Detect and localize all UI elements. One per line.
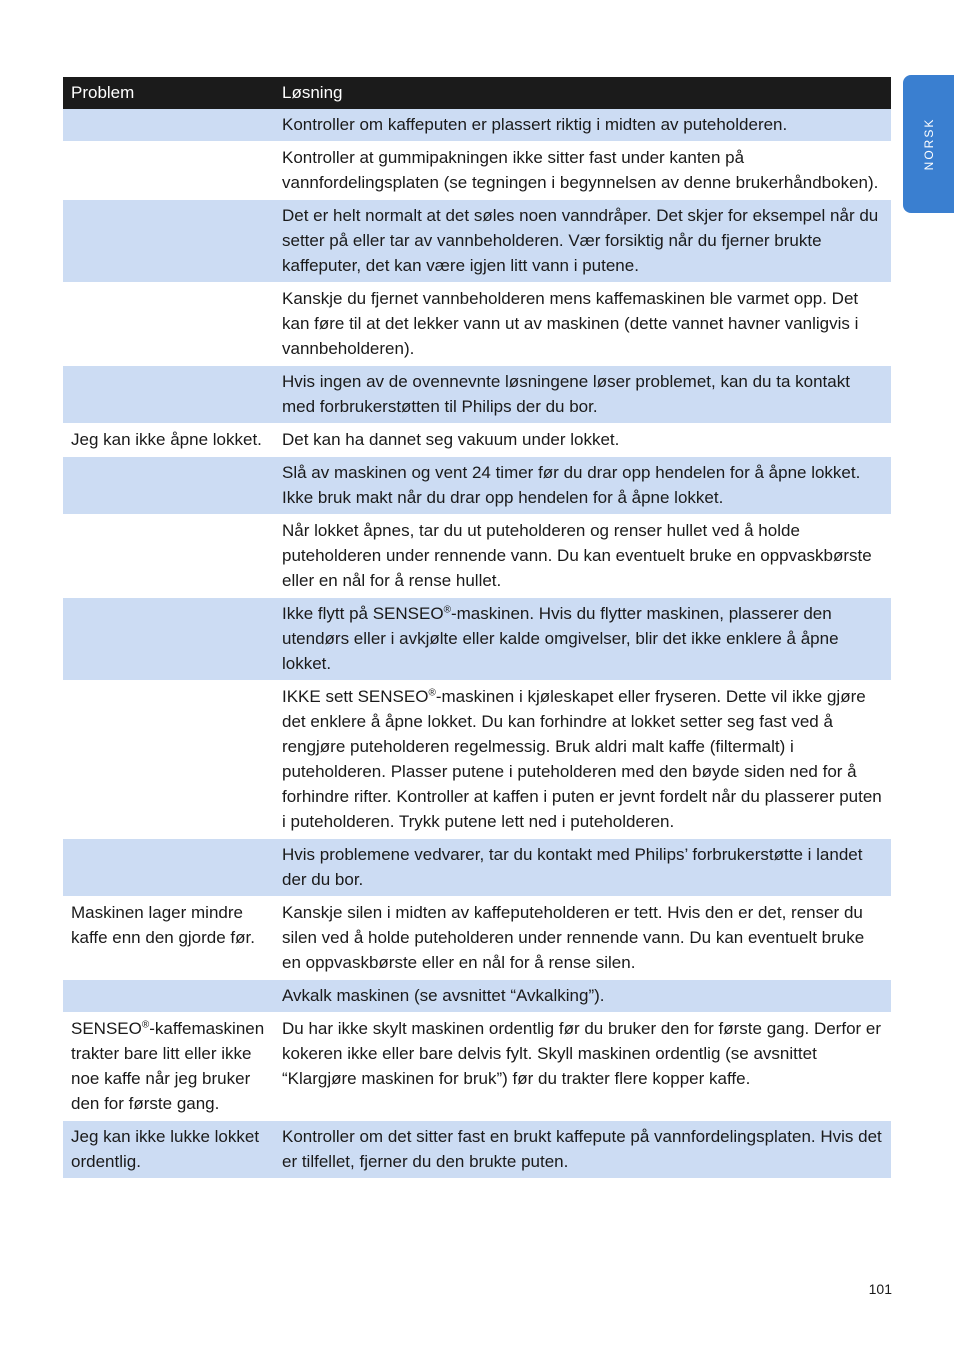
table-header-row xyxy=(63,77,891,109)
solution-cell: Kanskje silen i midten av kaffeputeholderen er tett. Hvis den er det, renser du silen ved å holde puteholderen under rennende vann. Du kan eventuelt bruke en oppvaskbørste eller en nål for å rense silen. xyxy=(274,897,891,980)
language-tab xyxy=(903,75,954,213)
problem-cell: Jeg kan ikke åpne lokket. xyxy=(63,424,274,457)
solution-cell: Avkalk maskinen (se avsnittet “Avkalking”). xyxy=(274,980,891,1013)
problem-cell: Maskinen lager mindre kaffe enn den gjorde før. xyxy=(63,897,274,980)
solution-text: -maskinen i kjøleskapet eller fryseren. Dette vil ikke gjøre det enklere å åpne lokket. Du kan forhindre at lokket setter seg fast ved å rengjøre puteholderen regelmessig. Bruk aldri malt kaffe (filtermalt) i puteholderen. Plasser putene i puteholderen med den bøyde siden ned for å forhindre rifter. Kontroller at kaffen i puten er jevnt fordelt når du plasserer puten i puteholderen. Trykk putene lett ned i puteholderen. xyxy=(282,687,882,831)
table-row xyxy=(63,598,891,681)
solution-cell xyxy=(274,681,891,839)
problem-cell xyxy=(63,457,274,515)
table-row xyxy=(63,980,891,1013)
problem-cell xyxy=(63,283,274,366)
solution-cell: Du har ikke skylt maskinen ordentlig før du bruker den for første gang. Derfor er kokeren ikke eller bare delvis fylt. Skyll maskinen ordentlig (se avsnittet “Klargjøre maskinen for bruk”) før du trakter flere kopper kaffe. xyxy=(274,1013,891,1121)
table-row xyxy=(63,1013,891,1121)
table-row xyxy=(63,142,891,200)
problem-text: SENSEO xyxy=(71,1019,142,1038)
solution-text: IKKE sett SENSEO xyxy=(282,687,429,706)
table-row xyxy=(63,457,891,515)
problem-cell: Jeg kan ikke lukke lokket ordentlig. xyxy=(63,1121,274,1179)
problem-cell xyxy=(63,515,274,598)
problem-text: -kaffemaskinen trakter bare litt eller ikke noe kaffe når jeg bruker den for første gang. xyxy=(71,1019,265,1113)
header-solution: Løsning xyxy=(274,77,891,109)
problem-cell xyxy=(63,1013,274,1121)
table-row xyxy=(63,839,891,897)
solution-cell: Hvis ingen av de ovennevnte løsningene løser problemet, kan du ta kontakt med forbrukerstøtten til Philips der du bor. xyxy=(274,366,891,424)
problem-cell xyxy=(63,681,274,839)
table-row xyxy=(63,897,891,980)
solution-cell: Slå av maskinen og vent 24 timer før du drar opp hendelen for å åpne lokket. Ikke bruk makt når du drar opp hendelen for å åpne lokket. xyxy=(274,457,891,515)
problem-cell xyxy=(63,598,274,681)
solution-text: -maskinen. Hvis du flytter maskinen, plasserer den utendørs eller i avkjølte eller kalde omgivelser, blir det ikke enklere å åpne lokket. xyxy=(282,604,839,673)
table-row xyxy=(63,1121,891,1179)
solution-cell: Kontroller at gummipakningen ikke sitter fast under kanten på vannfordelingsplaten (se tegningen i begynnelsen av denne brukerhåndboken). xyxy=(274,142,891,200)
problem-cell xyxy=(63,142,274,200)
solution-cell: Kanskje du fjernet vannbeholderen mens kaffemaskinen ble varmet opp. Det kan føre til at det lekker vann ut av maskinen (dette vannet havner vanligvis i vannbeholderen). xyxy=(274,283,891,366)
solution-cell: Det kan ha dannet seg vakuum under lokket. xyxy=(274,424,891,457)
solution-cell: Når lokket åpnes, tar du ut puteholderen og renser hullet ved å holde puteholderen under rennende vann. Du kan eventuelt bruke en oppvaskbørste eller en nål for å rense hullet. xyxy=(274,515,891,598)
registered-mark: ® xyxy=(141,1019,150,1031)
registered-mark: ® xyxy=(428,687,436,699)
table-row xyxy=(63,681,891,839)
table-row xyxy=(63,366,891,424)
troubleshooting-table xyxy=(63,77,891,1179)
header-problem: Problem xyxy=(63,77,274,109)
problem-cell xyxy=(63,839,274,897)
table-row xyxy=(63,424,891,457)
registered-mark: ® xyxy=(443,604,451,616)
problem-cell xyxy=(63,109,274,142)
problem-cell xyxy=(63,366,274,424)
solution-cell: Kontroller om kaffeputen er plassert riktig i midten av puteholderen. xyxy=(274,109,891,142)
table-row xyxy=(63,515,891,598)
solution-text: Ikke flytt på SENSEO xyxy=(282,604,444,623)
solution-cell: Kontroller om det sitter fast en brukt kaffepute på vannfordelingsplaten. Hvis det er tilfellet, fjerner du den brukte puten. xyxy=(274,1121,891,1179)
problem-cell xyxy=(63,200,274,283)
solution-cell: Det er helt normalt at det søles noen vanndråper. Det skjer for eksempel når du setter på eller tar av vannbeholderen. Vær forsiktig når du fjerner brukte kaffeputer, det kan være igjen litt vann i putene. xyxy=(274,200,891,283)
table-row xyxy=(63,283,891,366)
table-row xyxy=(63,109,891,142)
table-row xyxy=(63,200,891,283)
solution-cell: Hvis problemene vedvarer, tar du kontakt med Philips’ forbrukerstøtte i landet der du bor. xyxy=(274,839,891,897)
solution-cell xyxy=(274,598,891,681)
page-number: 101 xyxy=(868,1281,892,1297)
language-tab-label: NORSK xyxy=(921,117,936,171)
problem-cell xyxy=(63,980,274,1013)
